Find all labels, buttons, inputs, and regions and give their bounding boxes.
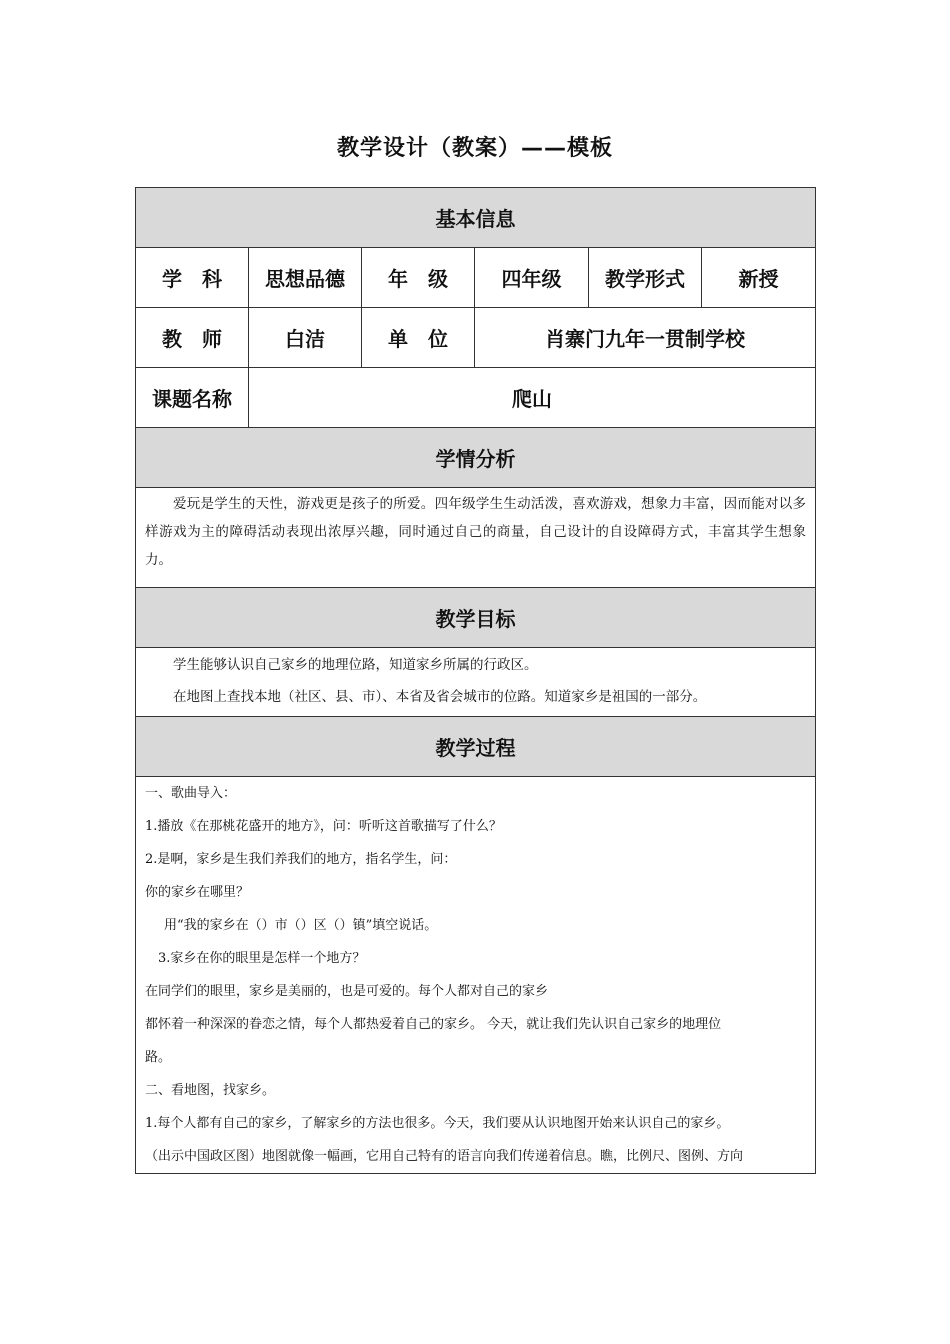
process-line: 一、歌曲导入： [145, 786, 237, 801]
form-value: 新授 [702, 248, 816, 308]
process-line: 在同学们的眼里，家乡是美丽的，也是可爱的。每个人都对自己的家乡 [145, 984, 549, 999]
unit-label: 单 位 [362, 308, 475, 368]
process-line: 用“我的家乡在（）市（）区（）镇”填空说话。 [164, 918, 438, 933]
process-line: （出示中国政区图）地图就像一幅画，它用自己特有的语言向我们传递着信息。瞧，比例尺、图例、方向 [145, 1149, 744, 1164]
lesson-plan-table [135, 187, 816, 1174]
teacher-label: 教 师 [136, 308, 249, 368]
form-label: 教学形式 [589, 248, 702, 308]
process-line: 你的家乡在哪里？ [145, 885, 250, 900]
topic-value: 爬山 [249, 368, 816, 428]
process-header: 教学过程 [136, 717, 816, 777]
process-line: 都怀着一种深深的眷恋之情，每个人都热爱着自己的家乡。 今天，就让我们先认识自己家乡的地理位 [145, 1017, 722, 1032]
process-line: 路。 [145, 1050, 172, 1065]
process-line: 3.家乡在你的眼里是怎样一个地方？ [158, 951, 366, 966]
process-line: 1.播放《在那桃花盛开的地方》，问：听听这首歌描写了什么？ [145, 819, 502, 834]
process-line: 2.是啊，家乡是生我们养我们的地方，指名学生，问： [145, 852, 457, 867]
topic-label: 课题名称 [136, 368, 249, 428]
process-line: 二、看地图，找家乡。 [145, 1083, 276, 1098]
analysis-header: 学情分析 [136, 428, 816, 488]
goals-header: 教学目标 [136, 588, 816, 648]
basic-info-header: 基本信息 [136, 188, 816, 248]
unit-value: 肖寨门九年一贯制学校 [475, 308, 816, 368]
process-line: 1.每个人都有自己的家乡，了解家乡的方法也很多。今天，我们要从认识地图开始来认识自己的家乡。 [145, 1116, 730, 1131]
goals-cell [136, 648, 816, 717]
teacher-value: 白洁 [249, 308, 362, 368]
subject-label: 学 科 [136, 248, 249, 308]
process-cell [136, 777, 816, 1174]
analysis-text: 爱玩是学生的天性，游戏更是孩子的所爱。四年级学生生动活泼，喜欢游戏，想象力丰富，因而能对以多样游戏为主的障碍活动表现出浓厚兴趣，同时通过自己的商量，自己设计的自设障碍方式，丰富其学生想象力。 [145, 496, 806, 568]
grade-value: 四年级 [475, 248, 589, 308]
subject-value: 思想品德 [249, 248, 362, 308]
grade-label: 年 级 [362, 248, 475, 308]
analysis-cell [136, 488, 816, 588]
document-title: 教学设计（教案）——模板 [336, 136, 613, 161]
goal-item: 学生能够认识自己家乡的地理位路，知道家乡所属的行政区。 [173, 657, 538, 673]
goal-item: 在地图上查找本地（社区、县、市）、本省及省会城市的位路。知道家乡是祖国的一部分。 [173, 689, 707, 705]
